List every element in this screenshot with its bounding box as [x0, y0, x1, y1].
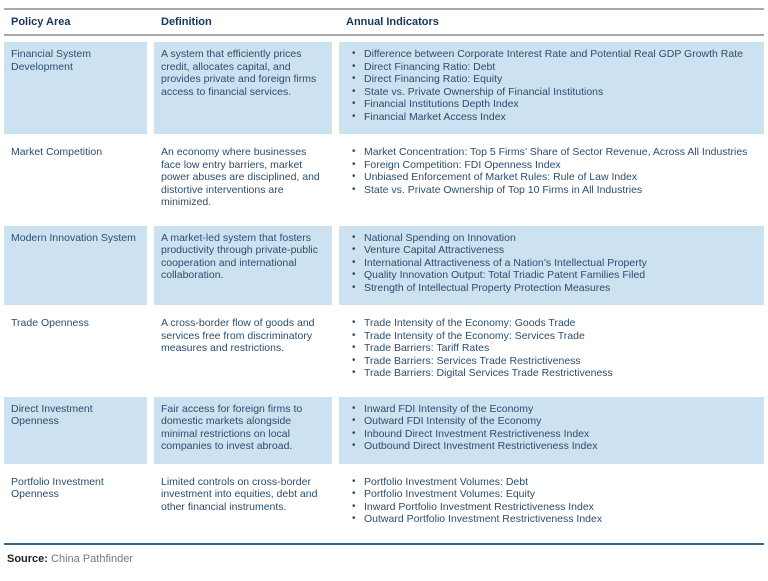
column-header-policy-area: Policy Area: [4, 8, 154, 36]
policy-area-cell: Trade Openness: [4, 311, 154, 391]
definition-cell: A system that efficiently prices credit, allocates capital, and provides private and foreign firms access to financial services.: [154, 42, 339, 134]
table-row: [4, 42, 764, 134]
source-label: Source:: [7, 552, 48, 565]
indicator-item: • Difference between Corporate Interest Rate and Potential Real GDP Growth Rate: [346, 48, 756, 61]
indicator-item: • Unbiased Enforcement of Market Rules: Rule of Law Index: [346, 171, 756, 184]
indicator-item: • Foreign Competition: FDI Openness Index: [346, 159, 756, 172]
indicator-list: [346, 403, 756, 453]
policy-area-cell: Modern Innovation System: [4, 226, 154, 306]
indicator-item: • State vs. Private Ownership of Financial Institutions: [346, 86, 756, 99]
indicator-item: • Market Concentration: Top 5 Firms’ Share of Sector Revenue, Across All Industries: [346, 146, 756, 159]
indicators-cell: [339, 42, 764, 134]
indicator-item: • Financial Institutions Depth Index: [346, 98, 756, 111]
source-line: [4, 543, 764, 565]
indicator-item: • Portfolio Investment Volumes: Equity: [346, 488, 756, 501]
policy-area-cell: Financial System Development: [4, 42, 154, 134]
indicators-cell: [339, 397, 764, 464]
indicator-list: [346, 232, 756, 295]
indicator-item: • Strength of Intellectual Property Protection Measures: [346, 282, 756, 295]
indicator-item: • Outward FDI Intensity of the Economy: [346, 415, 756, 428]
table-header: [4, 8, 764, 36]
indicator-item: • Financial Market Access Index: [346, 111, 756, 124]
indicator-item: • National Spending on Innovation: [346, 232, 756, 245]
table-row: [4, 397, 764, 464]
indicator-list: [346, 476, 756, 526]
indicator-item: • Inbound Direct Investment Restrictiveness Index: [346, 428, 756, 441]
indicator-item: • Trade Barriers: Services Trade Restrictiveness: [346, 355, 756, 368]
definition-cell: A market-led system that fosters productivity through private-public cooperation and international collaboration.: [154, 226, 339, 306]
indicator-item: • Inward FDI Intensity of the Economy: [346, 403, 756, 416]
indicator-item: • Trade Barriers: Digital Services Trade Restrictiveness: [346, 367, 756, 380]
header-row: [4, 8, 764, 36]
policy-area-cell: Direct Investment Openness: [4, 397, 154, 464]
indicator-item: • Direct Financing Ratio: Debt: [346, 61, 756, 74]
policy-area-cell: Portfolio Investment Openness: [4, 470, 154, 537]
table-row: [4, 226, 764, 306]
indicator-item: • Trade Intensity of the Economy: Goods Trade: [346, 317, 756, 330]
indicator-list: [346, 317, 756, 380]
source-value: China Pathfinder: [51, 552, 133, 565]
indicator-item: • State vs. Private Ownership of Top 10 Firms in All Industries: [346, 184, 756, 197]
indicators-cell: [339, 226, 764, 306]
indicators-cell: [339, 470, 764, 537]
policy-area-cell: Market Competition: [4, 140, 154, 220]
table-row: [4, 311, 764, 391]
definition-cell: An economy where businesses face low entry barriers, market power abuses are disciplined, and distortive interventions are minimized.: [154, 140, 339, 220]
indicator-item: • Inward Portfolio Investment Restrictiveness Index: [346, 501, 756, 514]
column-header-annual-indicators: Annual Indicators: [339, 8, 764, 36]
indicator-item: • Outward Portfolio Investment Restrictiveness Index: [346, 513, 756, 526]
policy-indicators-table: [4, 2, 764, 543]
indicators-cell: [339, 311, 764, 391]
indicator-item: • Trade Barriers: Tariff Rates: [346, 342, 756, 355]
indicator-item: • Direct Financing Ratio: Equity: [346, 73, 756, 86]
table-row: [4, 140, 764, 220]
indicator-item: • Trade Intensity of the Economy: Services Trade: [346, 330, 756, 343]
indicator-item: • Portfolio Investment Volumes: Debt: [346, 476, 756, 489]
indicator-item: • International Attractiveness of a Nation’s Intellectual Property: [346, 257, 756, 270]
indicator-list: [346, 48, 756, 123]
definition-cell: Fair access for foreign firms to domestic markets alongside minimal restrictions on local companies to invest abroad.: [154, 397, 339, 464]
indicator-list: [346, 146, 756, 196]
definition-cell: A cross-border flow of goods and services free from discriminatory measures and restrictions.: [154, 311, 339, 391]
table-row: [4, 470, 764, 537]
indicator-item: • Quality Innovation Output: Total Triadic Patent Families Filed: [346, 269, 756, 282]
definition-cell: Limited controls on cross-border investment into equities, debt and other financial instruments.: [154, 470, 339, 537]
indicator-item: • Venture Capital Attractiveness: [346, 244, 756, 257]
column-header-definition: Definition: [154, 8, 339, 36]
indicators-cell: [339, 140, 764, 220]
indicator-item: • Outbound Direct Investment Restrictiveness Index: [346, 440, 756, 453]
